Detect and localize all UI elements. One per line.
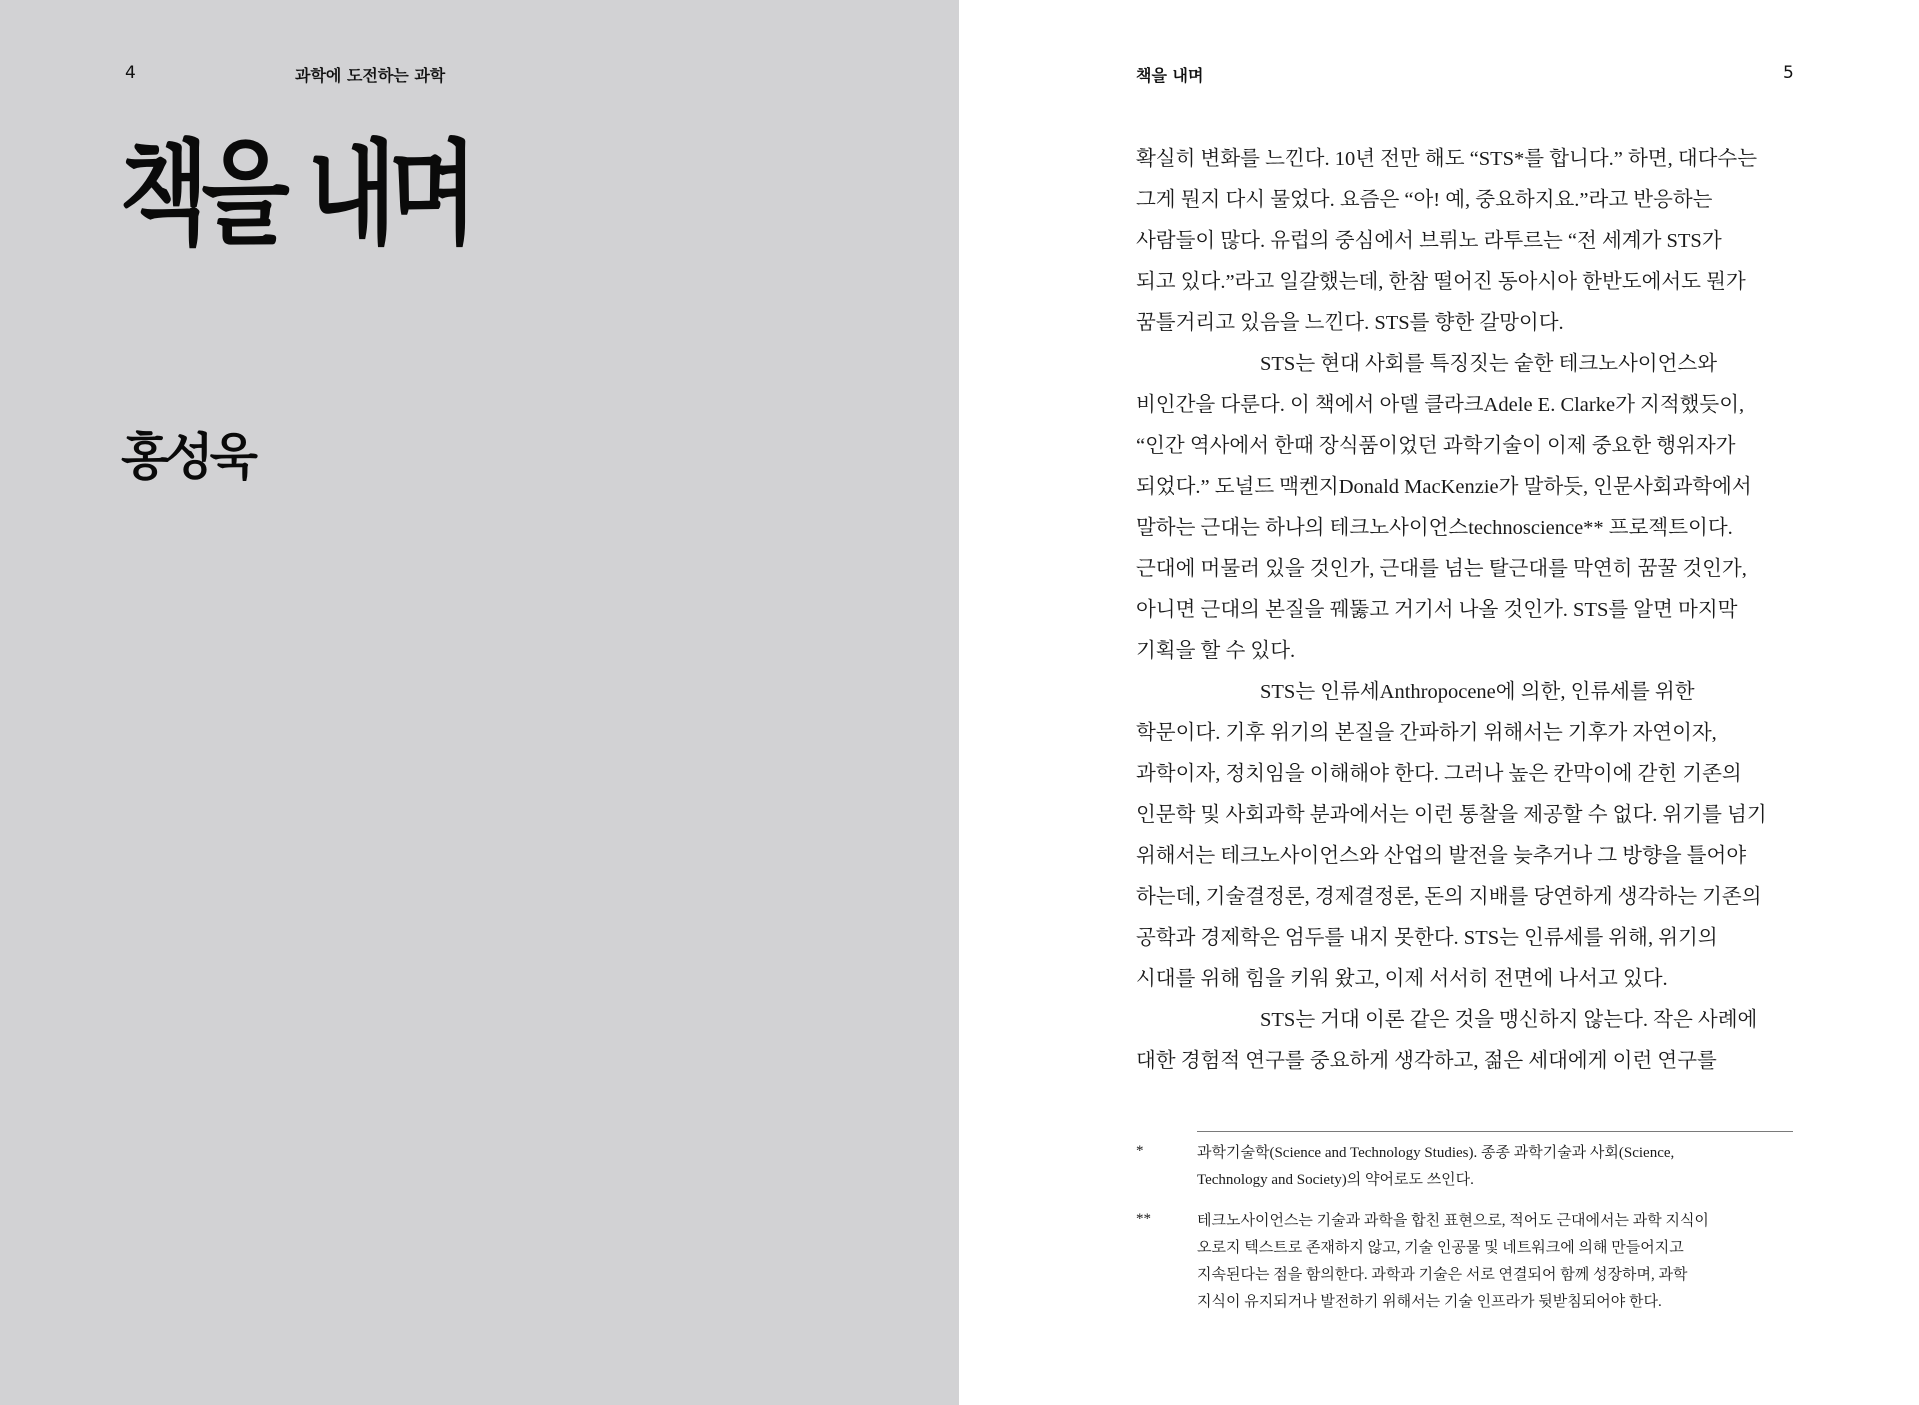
body-line-paragraph-start: STS는 거대 이론 같은 것을 맹신하지 않는다. 작은 사례에 bbox=[1260, 1009, 1758, 1031]
body-line: 학문이다. 기후 위기의 본질을 간파하기 위해서는 기후가 자연이자, bbox=[1136, 722, 1717, 744]
body-line: 위해서는 테크노사이언스와 산업의 발전을 늦추거나 그 방향을 틀어야 bbox=[1136, 845, 1747, 867]
footnote-line: 과학기술학(Science and Technology Studies). 종종 과학기술과 사회(Science, bbox=[1197, 1145, 1675, 1161]
footnote-mark: * bbox=[1136, 1143, 1144, 1159]
body-text bbox=[1136, 139, 1796, 1082]
footnote-divider bbox=[1197, 1131, 1793, 1132]
footnote-line: 지식이 유지되거나 발전하기 위해서는 기술 인프라가 뒷받침되어야 한다. bbox=[1197, 1294, 1662, 1310]
footnote-text bbox=[1197, 1208, 1797, 1316]
left-page bbox=[0, 0, 959, 1405]
footnote-line: Technology and Society)의 약어로도 쓰인다. bbox=[1197, 1172, 1474, 1188]
running-head-left: 과학에 도전하는 과학 bbox=[295, 66, 446, 85]
body-line: 사람들이 많다. 유럽의 중심에서 브뤼노 라투르는 “전 세계가 STS가 bbox=[1136, 230, 1722, 252]
body-line: 되었다.” 도널드 맥켄지Donald MacKenzie가 말하듯, 인문사회과학에서 bbox=[1136, 476, 1752, 498]
body-line: 과학이자, 정치임을 이해해야 한다. 그러나 높은 칸막이에 갇힌 기존의 bbox=[1136, 763, 1742, 785]
body-line: 하는데, 기술결정론, 경제결정론, 돈의 지배를 당연하게 생각하는 기존의 bbox=[1136, 886, 1762, 908]
footnote-mark: ** bbox=[1136, 1211, 1151, 1227]
footnote-text bbox=[1197, 1140, 1797, 1194]
body-line: “인간 역사에서 한때 장식품이었던 과학기술이 이제 중요한 행위자가 bbox=[1136, 435, 1736, 457]
page-number-right: 5 bbox=[1783, 63, 1794, 83]
body-line: 시대를 위해 힘을 키워 왔고, 이제 서서히 전면에 나서고 있다. bbox=[1136, 968, 1668, 990]
footnote-line: 오로지 텍스트로 존재하지 않고, 기술 인공물 및 네트워크에 의해 만들어지고 bbox=[1197, 1240, 1684, 1256]
chapter-title: 책을 내며 bbox=[120, 128, 471, 261]
body-line-paragraph-start: STS는 현대 사회를 특징짓는 숱한 테크노사이언스와 bbox=[1260, 353, 1718, 375]
body-line: 대한 경험적 연구를 중요하게 생각하고, 젊은 세대에게 이런 연구를 bbox=[1136, 1050, 1717, 1072]
footnote-line: 지속된다는 점을 함의한다. 과학과 기술은 서로 연결되어 함께 성장하며, 과학 bbox=[1197, 1267, 1688, 1283]
body-line-paragraph-start: STS는 인류세Anthropocene에 의한, 인류세를 위한 bbox=[1260, 681, 1695, 703]
footnote-line: 테크노사이언스는 기술과 과학을 합친 표현으로, 적어도 근대에서는 과학 지식이 bbox=[1197, 1213, 1709, 1229]
body-line: 말하는 근대는 하나의 테크노사이언스technoscience** 프로젝트이다. bbox=[1136, 517, 1733, 539]
author-name: 홍성욱 bbox=[121, 428, 254, 486]
body-line: 꿈틀거리고 있음을 느낀다. STS를 향한 갈망이다. bbox=[1136, 312, 1564, 334]
body-line: 그게 뭔지 다시 물었다. 요즘은 “아! 예, 중요하지요.”라고 반응하는 bbox=[1136, 189, 1713, 211]
body-line: 공학과 경제학은 엄두를 내지 못한다. STS는 인류세를 위해, 위기의 bbox=[1136, 927, 1718, 949]
body-line: 확실히 변화를 느낀다. 10년 전만 해도 “STS*를 합니다.” 하면, 대다수는 bbox=[1136, 148, 1758, 170]
page-number-left: 4 bbox=[125, 63, 136, 83]
body-line: 기획을 할 수 있다. bbox=[1136, 640, 1296, 662]
body-line: 아니면 근대의 본질을 꿰뚫고 거기서 나올 것인가. STS를 알면 마지막 bbox=[1136, 599, 1738, 621]
body-line: 되고 있다.”라고 일갈했는데, 한참 떨어진 동아시아 한반도에서도 뭔가 bbox=[1136, 271, 1746, 293]
body-line: 인문학 및 사회과학 분과에서는 이런 통찰을 제공할 수 없다. 위기를 넘기 bbox=[1136, 804, 1767, 826]
body-line: 근대에 머물러 있을 것인가, 근대를 넘는 탈근대를 막연히 꿈꿀 것인가, bbox=[1136, 558, 1747, 580]
running-head-right: 책을 내며 bbox=[1136, 66, 1204, 85]
body-line: 비인간을 다룬다. 이 책에서 아델 클라크Adele E. Clarke가 지적했듯이, bbox=[1136, 394, 1745, 416]
